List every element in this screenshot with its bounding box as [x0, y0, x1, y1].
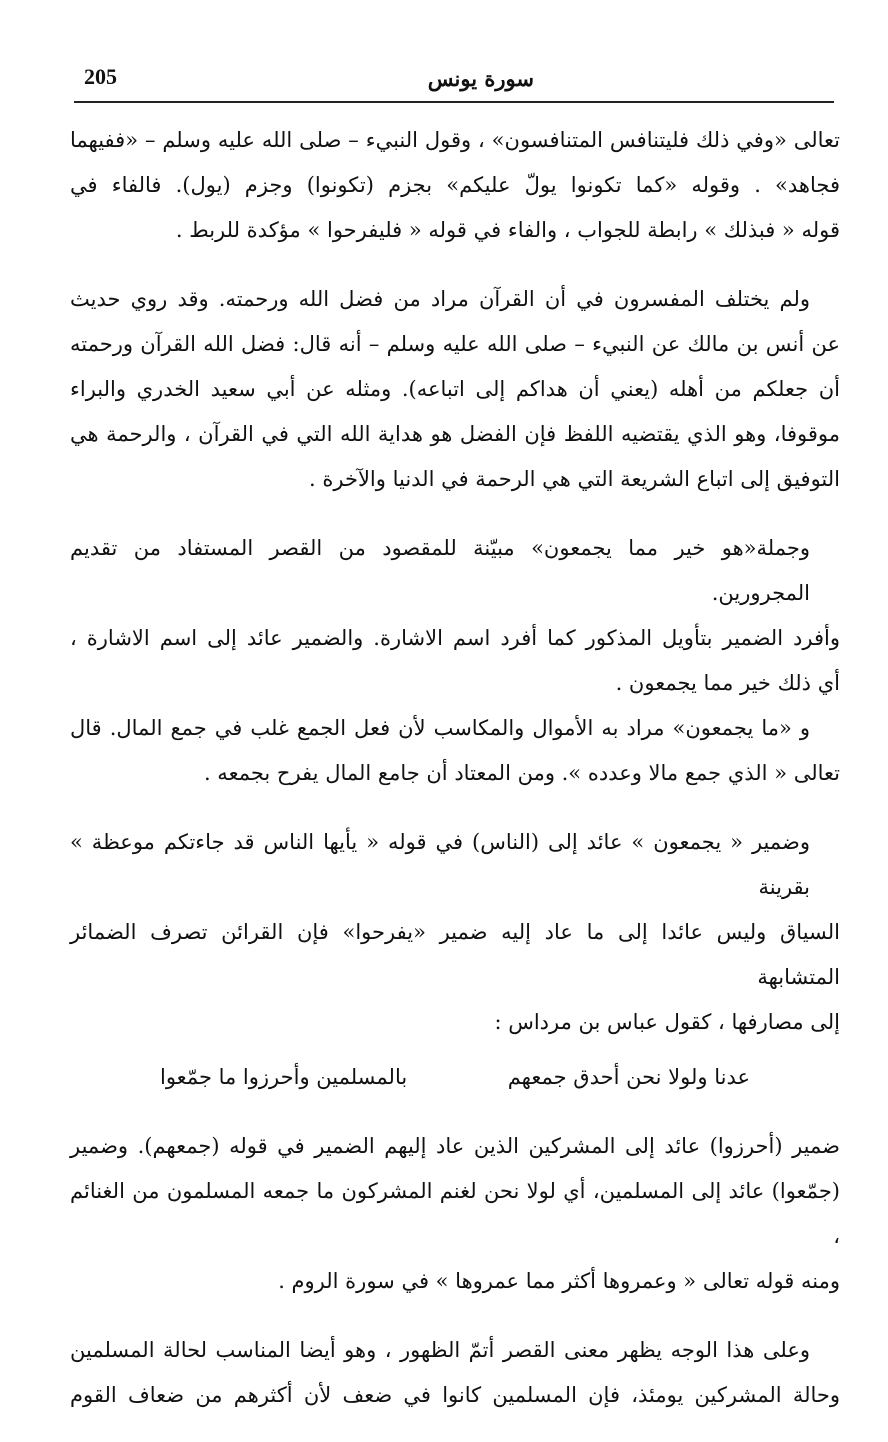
text-line: ضمير (أحرزوا) عائد إلى المشركين الذين عاد إليهم الضمير في قوله (جمعهم). وضمير: [70, 1134, 840, 1158]
header-rule: [74, 101, 834, 103]
text-line: التوفيق إلى اتباع الشريعة التي هي الرحمة في الدنيا والآخرة .: [309, 467, 840, 491]
page-body: [70, 118, 840, 1442]
poetry-verse: [70, 1045, 840, 1124]
verse-first-hemistich: عدنا ولولا نحن أحدق جمعهم: [507, 1065, 750, 1089]
running-title: سورة يونس: [427, 66, 534, 91]
paragraph-3: [70, 526, 840, 706]
text-line: وحالة المشركين يومئذ، فإن المسلمين كانوا في ضعف لأن أكثرهم من ضعاف القوم: [70, 1383, 840, 1407]
text-line: وضمير « يجمعون » عائد إلى (الناس) في قوله « يأيها الناس قد جاءتكم موعظة » بقرينة: [70, 830, 810, 899]
paragraph-5: [70, 820, 840, 1045]
text-line: فجاهد» . وقوله «كما تكونوا يولّ عليكم» بجزم (تكونوا) وجزم (يول). فالفاء في: [70, 173, 840, 197]
paragraph-4: [70, 706, 840, 796]
page-number: 205: [84, 64, 117, 89]
page-header: [74, 60, 834, 100]
text-line: أي ذلك خير مما يجمعون .: [615, 671, 840, 695]
text-line: (جمّعوا) عائد إلى المسلمين، أي لولا نحن لغنم المشركون ما جمعه المسلمون من الغنائم ،: [70, 1179, 840, 1248]
text-line: أن جعلكم من أهله (يعني أن هداكم إلى اتباعه). ومثله عن أبي سعيد الخدري والبراء: [70, 377, 840, 401]
text-line: عن أنس بن مالك عن النبيء – صلى الله عليه وسلم – أنه قال: فضل الله القرآن ورحمته: [70, 332, 840, 356]
text-line: و «ما يجمعون» مراد به الأموال والمكاسب لأن فعل الجمع غلب في جمع المال. قال: [70, 716, 810, 740]
text-line: تعالى « الذي جمع مالا وعدده ». ومن المعتاد أن جامع المال يفرح بجمعه .: [203, 761, 840, 785]
text-line: وجملة«هو خير مما يجمعون» مبيّنة للمقصود من القصر المستفاد من تقديم المجرورين.: [70, 536, 810, 605]
text-line: وأفرد الضمير بتأويل المذكور كما أفرد اسم الاشارة. والضمير عائد إلى اسم الاشارة ،: [70, 626, 840, 650]
paragraph-6: [70, 1124, 840, 1304]
paragraph-7: [70, 1328, 840, 1418]
verse-second-hemistich: بالمسلمين وأحرزوا ما جمّعوا: [160, 1065, 408, 1089]
text-line: ومنه قوله تعالى « وعمروها أكثر مما عمروها » في سورة الروم .: [278, 1269, 840, 1293]
text-line: قوله « فبذلك » رابطة للجواب ، والفاء في قوله « فليفرحوا » مؤكدة للربط .: [175, 218, 840, 242]
text-line: ولم يختلف المفسرون في أن القرآن مراد من فضل الله ورحمته. وقد روي حديث: [70, 287, 810, 311]
text-line: وعلى هذا الوجه يظهر معنى القصر أتمّ الظهور ، وهو أيضا المناسب لحالة المسلمين: [70, 1338, 810, 1362]
text-line: موقوفا، وهو الذي يقتضيه اللفظ فإن الفضل هو هداية الله التي في القرآن ، والرحمة هي: [70, 422, 840, 446]
text-line: إلى مصارفها ، كقول عباس بن مرداس :: [494, 1010, 840, 1034]
paragraph-1: [70, 118, 840, 253]
paragraph-2: [70, 277, 840, 502]
text-line: السياق وليس عائدا إلى ما عاد إليه ضمير «يفرحوا» فإن القرائن تصرف الضمائر المتشابهة: [70, 920, 840, 989]
text-line: تعالى «وفي ذلك فليتنافس المتنافسون» ، وقول النبيء – صلى الله عليه وسلم – «ففيهما: [70, 128, 840, 152]
